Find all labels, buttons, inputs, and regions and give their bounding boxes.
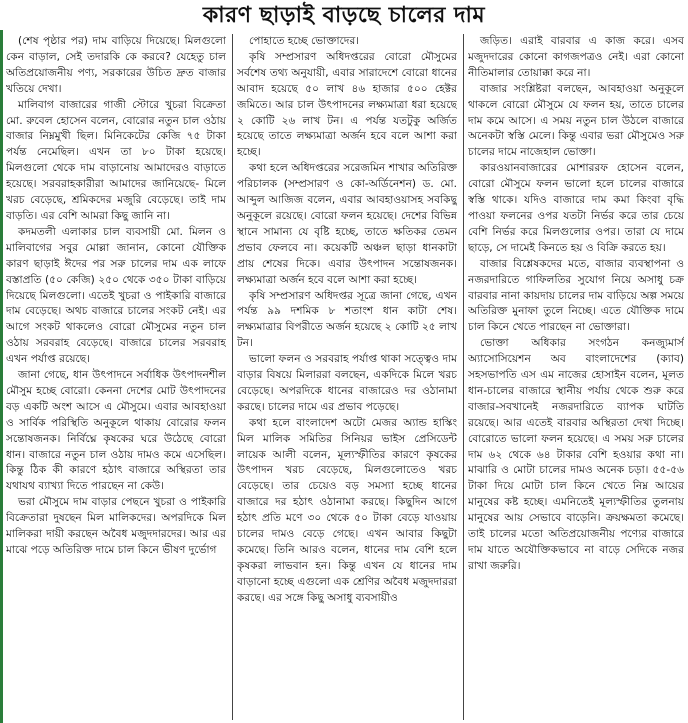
paragraph: জানা গেছে, ধান উৎপাদনে সর্বাধিক উৎপাদনশীল মৌসুম হচ্ছে বোরো। কেননা দেশের মোট উৎপাদনের বড় একটি অংশ আসে এ মৌসুমে। এবার আবহাওয়া ও সার্বিক পরিস্থিতি অনুকূলে থাকায় বোরোর ফলন সন্তোষজনক। নির্বিঘ্নে কৃষকের ঘরে উঠেছে বোরো ধান। বাজারে নতুন চাল ওঠায় দামও কমে এসেছিল। কিন্তু ঠিক কী কারণে হঠাৎ বাজারে অস্থিরতা তার যথাযথ ব্যাখ্যা দিতে পারছেন না কেউ।: [6, 369, 226, 493]
column-divider: [232, 34, 233, 720]
article-headline: কারণ ছাড়াই বাড়ছে চালের দাম: [202, 3, 486, 28]
paragraph: বাজার সংশ্লিষ্টরা বলছেন, আবহাওয়া অনুকূলে থাকলে বোরো মৌসুমে যে ফলন হয়, তাতে চালের দাম কমে আসে। এ সময় নতুন চাল উঠলে বাজারে অনেকটা স্বস্তি মেলে। কিন্তু এবার ভরা মৌসুমেও সরু চালের দামে নাজেহাল ভোক্তা।: [468, 82, 684, 159]
column-3: [468, 34, 684, 720]
paragraph: ভালো ফলন ও সরবরাহ পর্যাপ্ত থাকা সত্ত্বেও দাম বাড়ার বিষয়ে মিলাররা বলছেন, একদিকে মিলে খরচ বেড়েছে। অপরদিকে ধানের বাজারেও দর ওঠানামা করছে। চালের দামে এর প্রভাব পড়েছে।: [237, 353, 457, 413]
column-2: [237, 34, 457, 720]
paragraph: কদমতলী এলাকার চাল ব্যবসায়ী মো. মিলন ও মালিবাগের সবুর মোল্লা জানান, কোনো যৌক্তিক কারণ ছাড়াই ঈদের পর সরু চালের দাম এক লাফে বস্তাপ্রতি (৫০ কেজি) ২৫০ থেকে ৩৫০ টাকা বাড়িয়ে দিয়েছে মিলগুলো। এতেই খুচরা ও পাইকারি বাজারে দাম বেড়েছে। অথচ বাজারে চালের সংকট নেই। এর আগে সংকট থাকলেও বোরো মৌসুমের নতুন চাল ওঠায় সরবরাহ বেড়েছে। বাজারে চালের সরবরাহ এখন পর্যাপ্ত রয়েছে।: [6, 225, 226, 366]
paragraph: কারওয়ানবাজারের মোশাররফ হোসেন বলেন, বোরো মৌসুমে ফলন ভালো হলে চালের বাজারে স্বস্তি থাকে। যদিও বাজারে দাম কমা কিংবা বৃদ্ধি পাওয়া ফলনের ওপর যতটা নির্ভর করে তার চেয়ে বেশি নির্ভর করে মিলগুলোর ওপর। তারা যে দামে ছাড়ে, সে দামেই কিনতে হয় ও বিক্রি করতে হয়।: [468, 162, 684, 254]
paragraph: কথা হলে অধিদপ্তরের সরেজমিন শাখার অতিরিক্ত পরিচালক (সম্প্রসারণ ও কো-অর্ডিনেশন) ড. মো. আব্দুল আজিজ বলেন, এবার আবহাওয়াসহ সবকিছু অনুকূলে রয়েছে। বোরো ফলন হয়েছে। দেশের বিভিন্ন স্থানে সামান্য যে বৃষ্টি হচ্ছে, তাতে ক্ষতিকর তেমন প্রভাব ফেলবে না। কয়েকটি অঞ্চল ছাড়া ধানকাটা প্রায় শেষের দিকে। এবার উৎপাদন সন্তোষজনক। লক্ষ্যমাত্রা অর্জন হবে বলে আশা করা হচ্ছে।: [237, 162, 457, 286]
paragraph: কৃষি সম্প্রসারণ অধিদপ্তর সূত্রে জানা গেছে, এখন পর্যন্ত ৯৯ দশমিক ৮ শতাংশ ধান কাটা শেষ। লক্ষ্যমাত্রার বিপরীতে অর্জন হয়েছে ২ কোটি ২৫ লাখ টন।: [237, 289, 457, 350]
paragraph: (শেষ পৃষ্ঠার পর) দাম বাড়িয়ে দিয়েছে। মিলগুলো কেন বাড়াল, সেই তদারকি কে করবে? যেহেতু চাল অতিপ্রয়োজনীয় পণ্য, সরকারের উচিত দ্রুত বাজার খতিয়ে দেখা।: [6, 35, 226, 95]
paragraph: ভোক্তা অধিকার সংগঠন কনজ্যুমার্স অ্যাসোসিয়েশন অব বাংলাদেশের (ক্যাব) সহসভাপতি এস এম নাজের হোসাইন বলেন, মূলত ধান-চালের বাজারে স্থানীয় পর্যায় থেকে শুরু করে বাজার-সবখানেই নজরদারিতে ব্যাপক ঘাটতি রয়েছে। আর এতেই বারবার অস্থিরতা দেখা দিচ্ছে। বোরোতে ভালো ফলন হয়েছে। এ সময় সরু চালের দাম ৬২ থেকে ৬৪ টাকার বেশি হওয়ার কথা না। মাঝারি ও মোটা চালের দামও অনেক চড়া। ৫৫-৫৬ টাকা দিয়ে মোটা চাল কিনে খেতে নিম্ন আয়ের মানুষের কষ্ট হচ্ছে। এমনিতেই মূল্যস্ফীতির তুলনায় মানুষের আয় সেভাবে বাড়েনি। ক্রয়ক্ষমতা কমেছে। তাই চালের মতো অতিপ্রয়োজনীয় পণ্যের বাজারে দাম যাতে অযৌক্তিকভাবে না বাড়ে সেদিকে নজর রাখা জরুরি।: [468, 337, 684, 572]
paragraph: বাজার বিশ্লেষকদের মতে, বাজার ব্যবস্থাপনা ও নজরদারিতে গাফিলতির সুযোগ নিয়ে অসাধু চক্র বারবার নানা কায়দায় চালের দাম বাড়িয়ে অল্প সময়ে অতিরিক্ত মুনাফা তুলে নিচ্ছে। এতে যৌক্তিক দামে চাল কিনে খেতে পারছেন না ভোক্তারা।: [468, 257, 684, 334]
paragraph: কথা হলে বাংলাদেশ অটো মেজর অ্যান্ড হাস্কিং মিল মালিক সমিতির সিনিয়র ভাইস প্রেসিডেন্ট লায়েক আলী বলেন, মূল্যস্ফীতির কারণে কৃষকের উৎপাদন খরচ বেড়েছে, মিলগুলোতেও খরচ বেড়েছে। তার চেয়েও বড় সমস্যা হচ্ছে ধানের বাজারে দর হঠাৎ ওঠানামা করছে। কিছুদিন আগে হঠাৎ প্রতি মণে ৩০ থেকে ৫০ টাকা বেড়ে যাওয়ায় চালের দামও বেড়ে গেছে। এখন আবার কিছুটা কমেছে। তিনি আরও বলেন, ধানের দাম বেশি হলে কৃষকরা লাভবান হন। কিন্তু এখন যে ধানের দাম বাড়ানো হচ্ছে এগুলো এক শ্রেণির অবৈধ মজুদদাররা করছে। এর সঙ্গে কিছু অসাধু ব্যবসায়ীও: [237, 416, 457, 604]
article-body: [6, 34, 684, 720]
paragraph: জড়িত। এরাই বারবার এ কাজ করে। এসব মজুদদারের কোনো কাগজপত্রও নেই। এরা কোনো নীতিমালার তোয়াক্কা করে না।: [468, 35, 684, 79]
column-1: [6, 34, 226, 720]
column-divider: [463, 34, 464, 720]
paragraph: কৃষি সম্প্রসারণ অধিদপ্তরের বোরো মৌসুমের সর্বশেষ তথ্য অনুযায়ী, এবার সারাদেশে বোরো ধানের আবাদ হয়েছে ৫০ লাখ ৪৬ হাজার ৫০০ হেক্টর জমিতে। আর চাল উৎপাদনের লক্ষ্যমাত্রা ধরা হয়েছে ২ কোটি ২৬ লাখ টন। এ পর্যন্ত যতটুকু অর্জিত হয়েছে তাতে লক্ষ্যমাত্রা অর্জন হবে বলে আশা করা হচ্ছে।: [237, 50, 457, 159]
paragraph: মালিবাগ বাজারের গাজী স্টোরে খুচরা বিক্রেতা মো. রুবেল হোসেন বলেন, বোরোর নতুন চাল ওঠায় বাজার নিম্নমুখী ছিল। মিনিকেটের কেজি ৭৫ টাকা পর্যন্ত নেমেছিল। এখন তা ৮০ টাকা হয়েছে। মিলগুলো থেকে দাম বাড়ানোয় আমাদেরও বাড়াতে হয়েছে। সরবরাহকারীরা আমাদের জানিয়েছে- মিলে খরচ বেড়েছে, শ্রমিকদের মজুরি বেড়েছে। তাই দাম বাড়তি। এর বেশি আমরা কিছু জানি না।: [6, 98, 226, 222]
page-edge-bar: [0, 30, 3, 723]
paragraph: ভরা মৌসুমে দাম বাড়ার পেছনে খুচরা ও পাইকারি বিক্রেতারা দুষছেন মিল মালিকদের। অপরদিকে মিল মালিকরা দায়ী করছেন অবৈধ মজুদদারদের। আর এর মাঝে পড়ে অতিরিক্ত দামে চাল কিনে ভীষণ দুর্ভোগ: [6, 496, 226, 556]
paragraph: পোহাতে হচ্ছে ভোক্তাদের।: [249, 35, 360, 47]
